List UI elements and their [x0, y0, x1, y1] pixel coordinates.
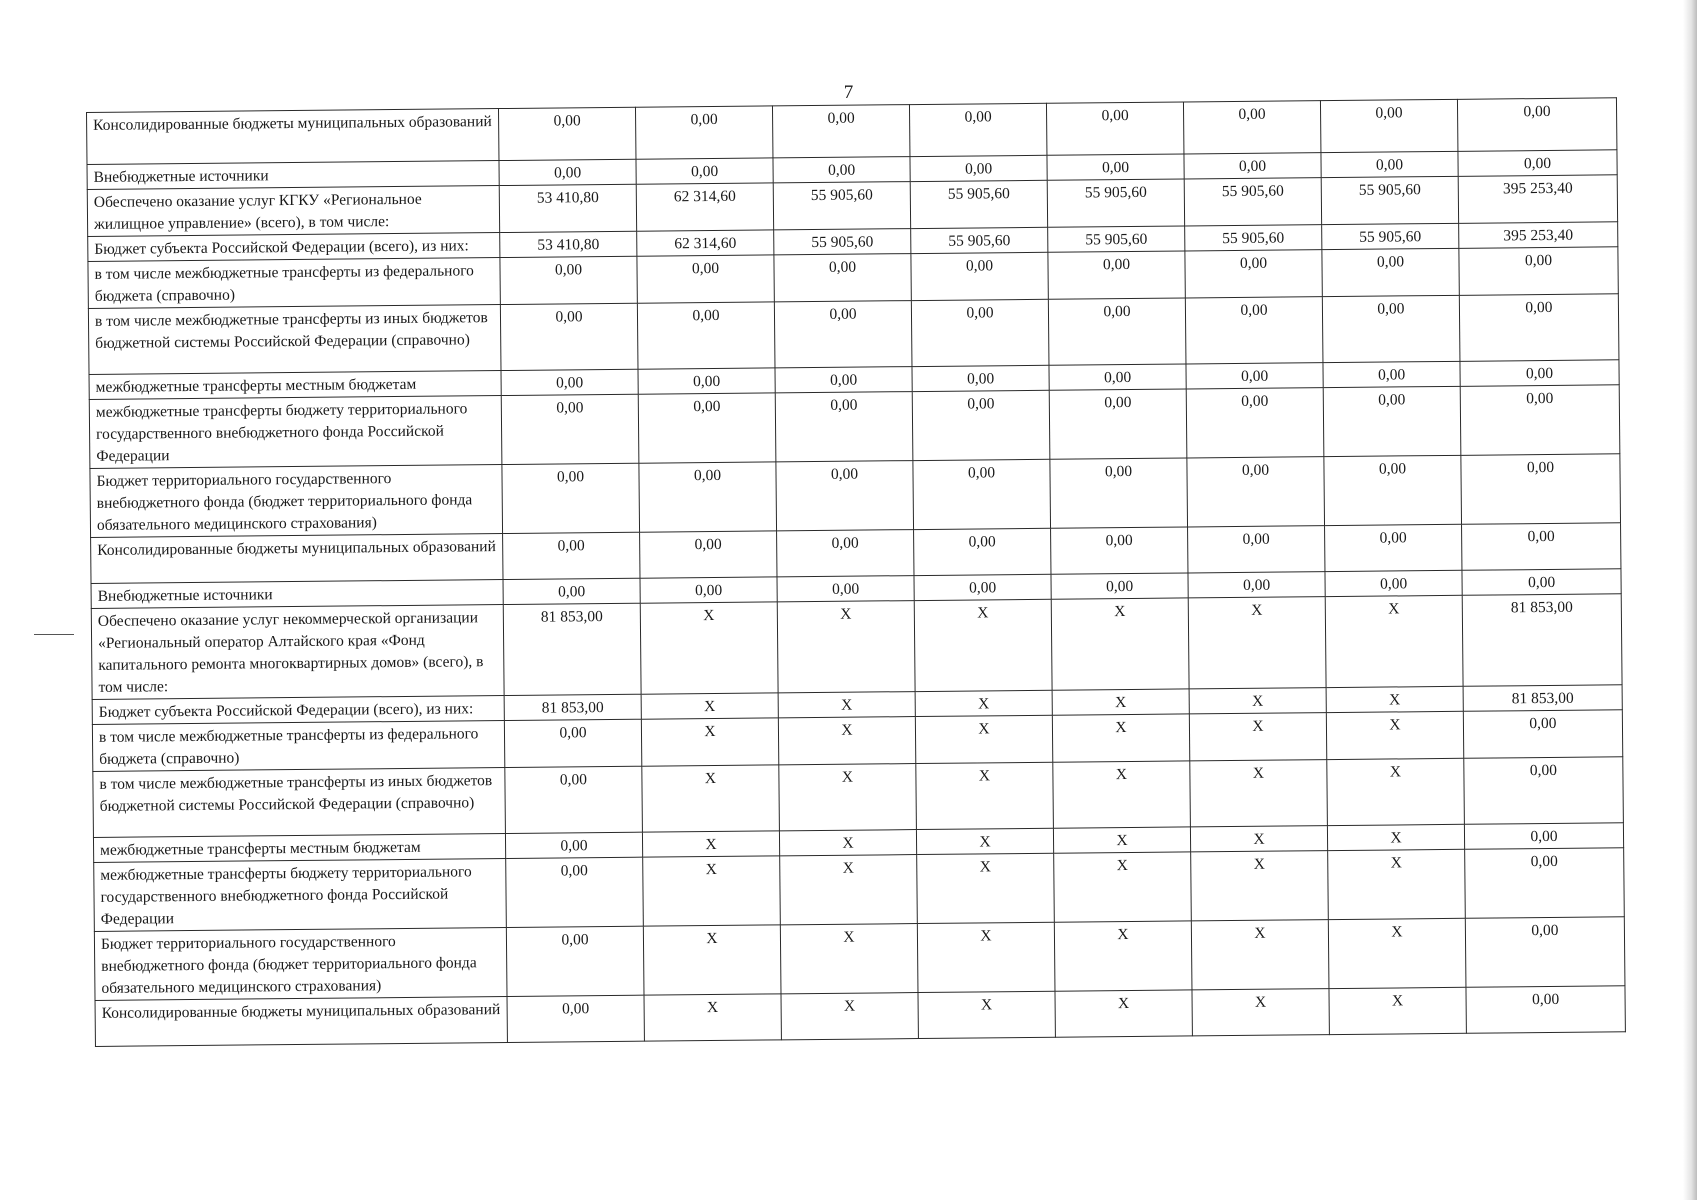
value-cell: 0,00: [503, 578, 640, 604]
value-cell: 0,00: [772, 105, 909, 158]
value-cell: X: [643, 856, 781, 926]
value-cell: 0,00: [639, 462, 777, 532]
value-cell: 0,00: [501, 394, 639, 464]
value-cell: X: [917, 853, 1055, 923]
value-cell: 0,00: [635, 106, 772, 159]
row-label: Обеспечено оказание услуг некоммерческой организации «Региональный оператор Алтайского края «Фонд капитального ремонта многоквартирных домов» (всего), в том числе:: [91, 605, 504, 700]
value-cell: 0,00: [638, 393, 776, 463]
value-cell: 0,00: [910, 155, 1047, 181]
value-cell: 0,00: [1324, 455, 1462, 525]
value-cell: X: [1189, 713, 1326, 761]
value-cell: 0,00: [1183, 101, 1320, 154]
value-cell: 0,00: [776, 461, 914, 531]
value-cell: X: [1053, 761, 1191, 828]
value-cell: X: [1191, 851, 1329, 921]
row-label: Бюджет субъекта Российской Федерации (всего), из них:: [92, 696, 504, 725]
value-cell: 0,00: [777, 576, 914, 602]
value-cell: X: [1054, 921, 1192, 991]
budget-table: [86, 97, 1626, 1047]
total-cell: 0,00: [1460, 360, 1619, 387]
value-cell: 0,00: [502, 463, 640, 533]
value-cell: X: [914, 599, 1052, 691]
total-cell: 0,00: [1461, 454, 1621, 525]
value-cell: 55 905,60: [1322, 223, 1459, 249]
value-cell: 81 853,00: [504, 694, 641, 720]
value-cell: 55 905,60: [773, 182, 910, 230]
value-cell: 0,00: [500, 256, 637, 304]
value-cell: 0,00: [1046, 102, 1183, 155]
value-cell: 0,00: [1186, 388, 1324, 458]
value-cell: 0,00: [503, 532, 640, 579]
total-cell: 0,00: [1460, 385, 1620, 456]
total-cell: 0,00: [1464, 823, 1623, 850]
value-cell: 0,00: [777, 530, 914, 577]
value-cell: X: [1052, 714, 1189, 762]
value-cell: 0,00: [500, 303, 638, 370]
value-cell: X: [642, 831, 779, 857]
value-cell: X: [915, 690, 1052, 716]
value-cell: X: [1328, 849, 1466, 919]
value-cell: X: [916, 762, 1054, 829]
value-cell: 0,00: [1050, 458, 1188, 528]
value-cell: X: [1191, 920, 1329, 990]
value-cell: 0,00: [1048, 298, 1186, 365]
value-cell: 0,00: [636, 158, 773, 184]
value-cell: X: [1192, 989, 1329, 1036]
value-cell: 0,00: [506, 857, 644, 927]
total-cell: 0,00: [1466, 986, 1625, 1034]
row-label: Консолидированные бюджеты муниципальных образований: [87, 109, 499, 165]
value-cell: X: [781, 993, 918, 1040]
value-cell: 0,00: [1047, 154, 1184, 180]
value-cell: 0,00: [1323, 361, 1460, 387]
value-cell: 0,00: [1321, 151, 1458, 177]
value-cell: X: [780, 924, 918, 994]
row-label: в том числе межбюджетные трансферты из иных бюджетов бюджетной системы Российской Федерации (справочно): [88, 305, 501, 375]
row-label: межбюджетные трансферты бюджету территориального государственного внебюджетного фонда Российской Федерации: [89, 396, 502, 469]
value-cell: X: [642, 765, 780, 832]
value-cell: X: [777, 601, 915, 693]
value-cell: X: [917, 922, 1055, 992]
scan-edge-shadow: [1683, 0, 1697, 1200]
value-cell: 55 905,60: [1185, 225, 1322, 251]
value-cell: 0,00: [912, 365, 1049, 391]
total-cell: 0,00: [1465, 848, 1625, 919]
total-cell: 0,00: [1463, 710, 1622, 759]
value-cell: 0,00: [775, 392, 913, 462]
row-label: в том числе межбюджетные трансферты из иных бюджетов бюджетной системы Российской Федерации (справочно): [93, 768, 506, 838]
row-label: Внебюджетные источники: [87, 161, 499, 190]
value-cell: 0,00: [914, 574, 1051, 600]
value-cell: X: [1052, 689, 1189, 715]
value-cell: X: [778, 692, 915, 718]
value-cell: 0,00: [1188, 526, 1325, 573]
value-cell: X: [641, 718, 778, 766]
value-cell: 0,00: [1049, 364, 1186, 390]
value-cell: 0,00: [637, 255, 774, 303]
value-cell: 0,00: [1322, 248, 1459, 296]
value-cell: X: [1190, 760, 1328, 827]
row-label: Консолидированные бюджеты муниципальных образований: [95, 996, 507, 1046]
row-label: Бюджет территориального государственного внебюджетного фонда (бюджет территориального фонда обязательного медицинского страхования): [94, 928, 507, 1001]
value-cell: X: [1054, 852, 1192, 922]
value-cell: 55 905,60: [910, 180, 1047, 228]
value-cell: 81 853,00: [503, 603, 641, 695]
value-cell: 0,00: [914, 528, 1051, 575]
value-cell: 0,00: [1048, 251, 1185, 299]
value-cell: X: [1326, 686, 1463, 712]
value-cell: 0,00: [507, 995, 644, 1042]
total-cell: 395 253,40: [1458, 175, 1617, 224]
value-cell: X: [1327, 824, 1464, 850]
value-cell: X: [780, 855, 918, 925]
total-cell: 395 253,40: [1459, 222, 1618, 249]
value-cell: X: [916, 828, 1053, 854]
value-cell: 0,00: [504, 719, 641, 767]
value-cell: 0,00: [912, 390, 1050, 460]
value-cell: 55 905,60: [1321, 176, 1458, 224]
table-row: [91, 594, 1622, 700]
value-cell: 0,00: [505, 766, 643, 833]
value-cell: 0,00: [909, 103, 1046, 156]
value-cell: X: [1055, 990, 1192, 1037]
value-cell: 0,00: [640, 531, 777, 578]
total-cell: 0,00: [1464, 757, 1624, 825]
value-cell: 55 905,60: [1048, 226, 1185, 252]
value-cell: X: [641, 693, 778, 719]
value-cell: 0,00: [774, 254, 911, 302]
value-cell: 0,00: [1325, 524, 1462, 571]
value-cell: 55 905,60: [911, 227, 1048, 253]
total-cell: 81 853,00: [1462, 594, 1622, 687]
value-cell: 0,00: [506, 926, 644, 996]
value-cell: 62 314,60: [637, 230, 774, 256]
value-cell: 0,00: [638, 368, 775, 394]
value-cell: 55 905,60: [774, 229, 911, 255]
value-cell: 0,00: [1184, 153, 1321, 179]
table-body: [87, 98, 1626, 1047]
value-cell: X: [779, 830, 916, 856]
row-label: Консолидированные бюджеты муниципальных образований: [91, 534, 503, 584]
value-cell: X: [1188, 597, 1326, 689]
row-label: Обеспечено оказание услуг КГКУ «Региональное жилищное управление» (всего), в том числе:: [87, 186, 499, 237]
value-cell: X: [1327, 758, 1465, 825]
row-label: в том числе межбюджетные трансферты из федерального бюджета (справочно): [92, 721, 504, 772]
value-cell: X: [918, 991, 1055, 1038]
value-cell: 53 410,80: [500, 231, 637, 257]
value-cell: X: [644, 994, 781, 1041]
value-cell: 0,00: [1185, 297, 1323, 364]
total-cell: 0,00: [1457, 98, 1616, 152]
margin-mark: [34, 634, 74, 635]
value-cell: X: [643, 925, 781, 995]
row-label: межбюджетные трансферты бюджету территориального государственного внебюджетного фонда Российской Федерации: [94, 859, 507, 932]
value-cell: 0,00: [1187, 457, 1325, 527]
value-cell: 0,00: [1049, 389, 1187, 459]
value-cell: 53 410,80: [499, 184, 636, 232]
value-cell: X: [778, 717, 915, 765]
value-cell: X: [1189, 688, 1326, 714]
row-label: в том числе межбюджетные трансферты из федерального бюджета (справочно): [88, 258, 500, 309]
value-cell: 0,00: [1320, 99, 1457, 152]
value-cell: 0,00: [775, 367, 912, 393]
value-cell: 0,00: [499, 159, 636, 185]
value-cell: X: [1326, 711, 1463, 759]
value-cell: X: [1190, 826, 1327, 852]
value-cell: X: [915, 715, 1052, 763]
value-cell: 0,00: [1051, 573, 1188, 599]
total-cell: 81 853,00: [1463, 685, 1622, 712]
total-cell: 0,00: [1458, 150, 1617, 177]
value-cell: 0,00: [773, 157, 910, 183]
total-cell: 0,00: [1462, 569, 1621, 596]
row-label: межбюджетные трансферты местным бюджетам: [93, 834, 505, 863]
value-cell: 0,00: [505, 832, 642, 858]
value-cell: X: [1325, 595, 1463, 687]
total-cell: 0,00: [1459, 247, 1618, 296]
value-cell: 0,00: [1322, 295, 1460, 362]
value-cell: 55 905,60: [1047, 179, 1184, 227]
value-cell: 0,00: [1185, 250, 1322, 298]
row-label: Бюджет субъекта Российской Федерации (всего), из них:: [88, 233, 500, 262]
value-cell: X: [640, 602, 778, 694]
value-cell: 0,00: [637, 302, 775, 369]
value-cell: 0,00: [640, 577, 777, 603]
total-cell: 0,00: [1459, 294, 1619, 362]
value-cell: 0,00: [1186, 363, 1323, 389]
value-cell: 0,00: [1323, 386, 1461, 456]
total-cell: 0,00: [1462, 523, 1621, 571]
value-cell: 0,00: [774, 301, 912, 368]
value-cell: 62 314,60: [636, 183, 773, 231]
value-cell: 55 905,60: [1184, 178, 1321, 226]
value-cell: X: [1328, 918, 1466, 988]
value-cell: X: [1329, 987, 1466, 1034]
value-cell: X: [1051, 598, 1189, 690]
value-cell: 0,00: [1188, 572, 1325, 598]
value-cell: 0,00: [498, 107, 635, 160]
total-cell: 0,00: [1465, 917, 1625, 988]
page-number: 7: [843, 82, 854, 103]
value-cell: 0,00: [911, 299, 1049, 366]
value-cell: 0,00: [911, 252, 1048, 300]
value-cell: 0,00: [913, 459, 1051, 529]
value-cell: 0,00: [1325, 570, 1462, 596]
table-container: [86, 97, 1626, 1047]
value-cell: X: [779, 764, 917, 831]
value-cell: 0,00: [501, 369, 638, 395]
value-cell: 0,00: [1051, 527, 1188, 574]
row-label: Бюджет территориального государственного внебюджетного фонда (бюджет территориального фонда обязательного медицинского страхования): [90, 465, 503, 538]
row-label: Внебюджетные источники: [91, 580, 503, 609]
value-cell: X: [1053, 827, 1190, 853]
row-label: межбюджетные трансферты местным бюджетам: [89, 371, 501, 400]
